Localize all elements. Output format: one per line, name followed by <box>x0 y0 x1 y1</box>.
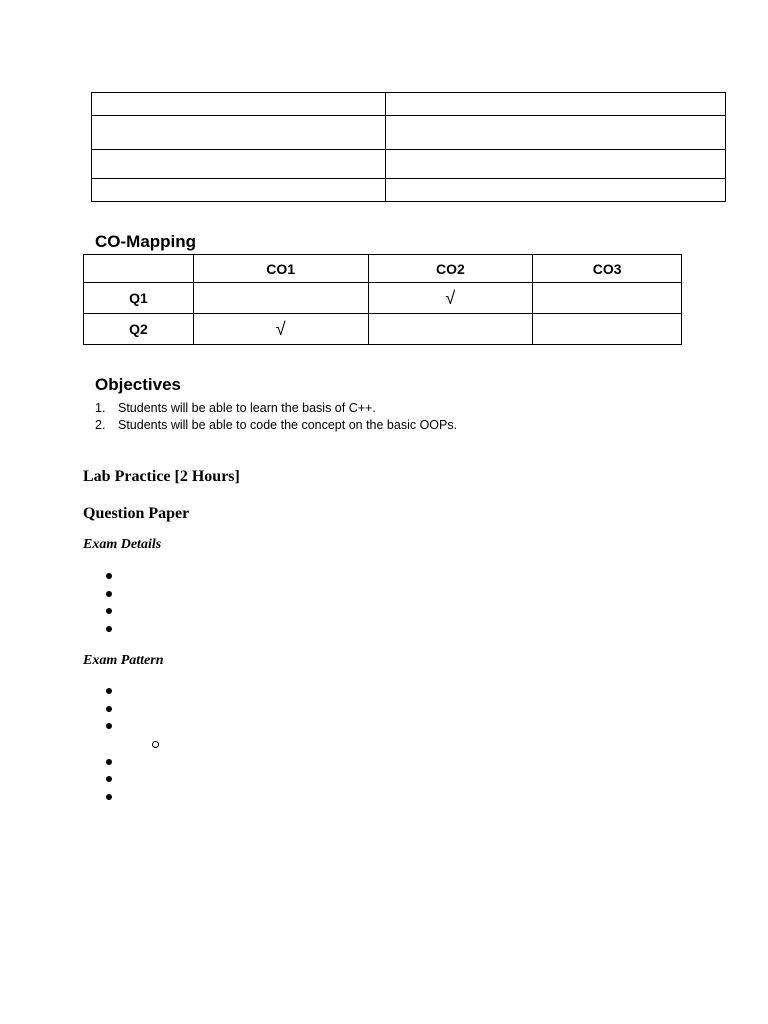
cell-q2-co3 <box>533 314 682 345</box>
lab-practice-title: Lab Practice [2 Hours] <box>83 468 240 485</box>
table-row <box>92 93 726 116</box>
table-cell <box>92 93 386 116</box>
table-cell <box>386 93 726 116</box>
bullet-icon <box>106 723 112 729</box>
table-cell <box>386 179 726 202</box>
cell-q1-co2: √ <box>368 283 533 314</box>
bullet-icon <box>106 706 112 712</box>
exam-pattern-label: Exam Pattern <box>83 653 164 668</box>
exam-details-label: Exam Details <box>83 537 162 552</box>
row-label-q1: Q1 <box>84 283 194 314</box>
bullet-icon <box>106 591 112 597</box>
table-row-q1 <box>84 283 682 314</box>
table-cell <box>92 179 386 202</box>
bullet-icon <box>106 573 112 579</box>
bullet-icon <box>106 688 112 694</box>
header-info-table <box>91 92 726 202</box>
bullet-icon <box>106 759 112 765</box>
table-row <box>92 116 726 150</box>
header-cell-co1: CO1 <box>193 255 368 283</box>
list-item <box>95 399 457 417</box>
bullet-icon <box>106 776 112 782</box>
list-item-number: 1. <box>95 400 106 415</box>
cell-q2-co2 <box>368 314 533 345</box>
row-label-q2: Q2 <box>84 314 194 345</box>
table-cell <box>386 150 726 179</box>
sub-bullet-icon <box>152 741 159 748</box>
co-mapping-table <box>83 254 682 345</box>
cell-q1-co1 <box>193 283 368 314</box>
header-cell-empty <box>84 255 194 283</box>
co-mapping-title: CO-Mapping <box>95 232 197 251</box>
objectives-title: Objectives <box>95 375 181 394</box>
table-row-q2 <box>84 314 682 345</box>
list-item-text: Students will be able to learn the basis of C++. <box>118 400 376 415</box>
list-item-number: 2. <box>95 418 106 433</box>
table-cell <box>92 116 386 150</box>
table-cell <box>386 116 726 150</box>
bullet-icon <box>106 794 112 800</box>
objectives-list <box>95 399 457 434</box>
header-cell-co2: CO2 <box>368 255 533 283</box>
table-cell <box>92 150 386 179</box>
header-cell-co3: CO3 <box>533 255 682 283</box>
list-item-text: Students will be able to code the concept on the basic OOPs. <box>118 418 458 433</box>
cell-q2-co1: √ <box>193 314 368 345</box>
table-row <box>92 150 726 179</box>
table-header-row <box>84 255 682 283</box>
cell-q1-co3 <box>533 283 682 314</box>
list-item <box>95 417 457 435</box>
question-paper-title: Question Paper <box>83 505 190 522</box>
table-row <box>92 179 726 202</box>
bullet-icon <box>106 608 112 614</box>
bullet-icon <box>106 626 112 632</box>
